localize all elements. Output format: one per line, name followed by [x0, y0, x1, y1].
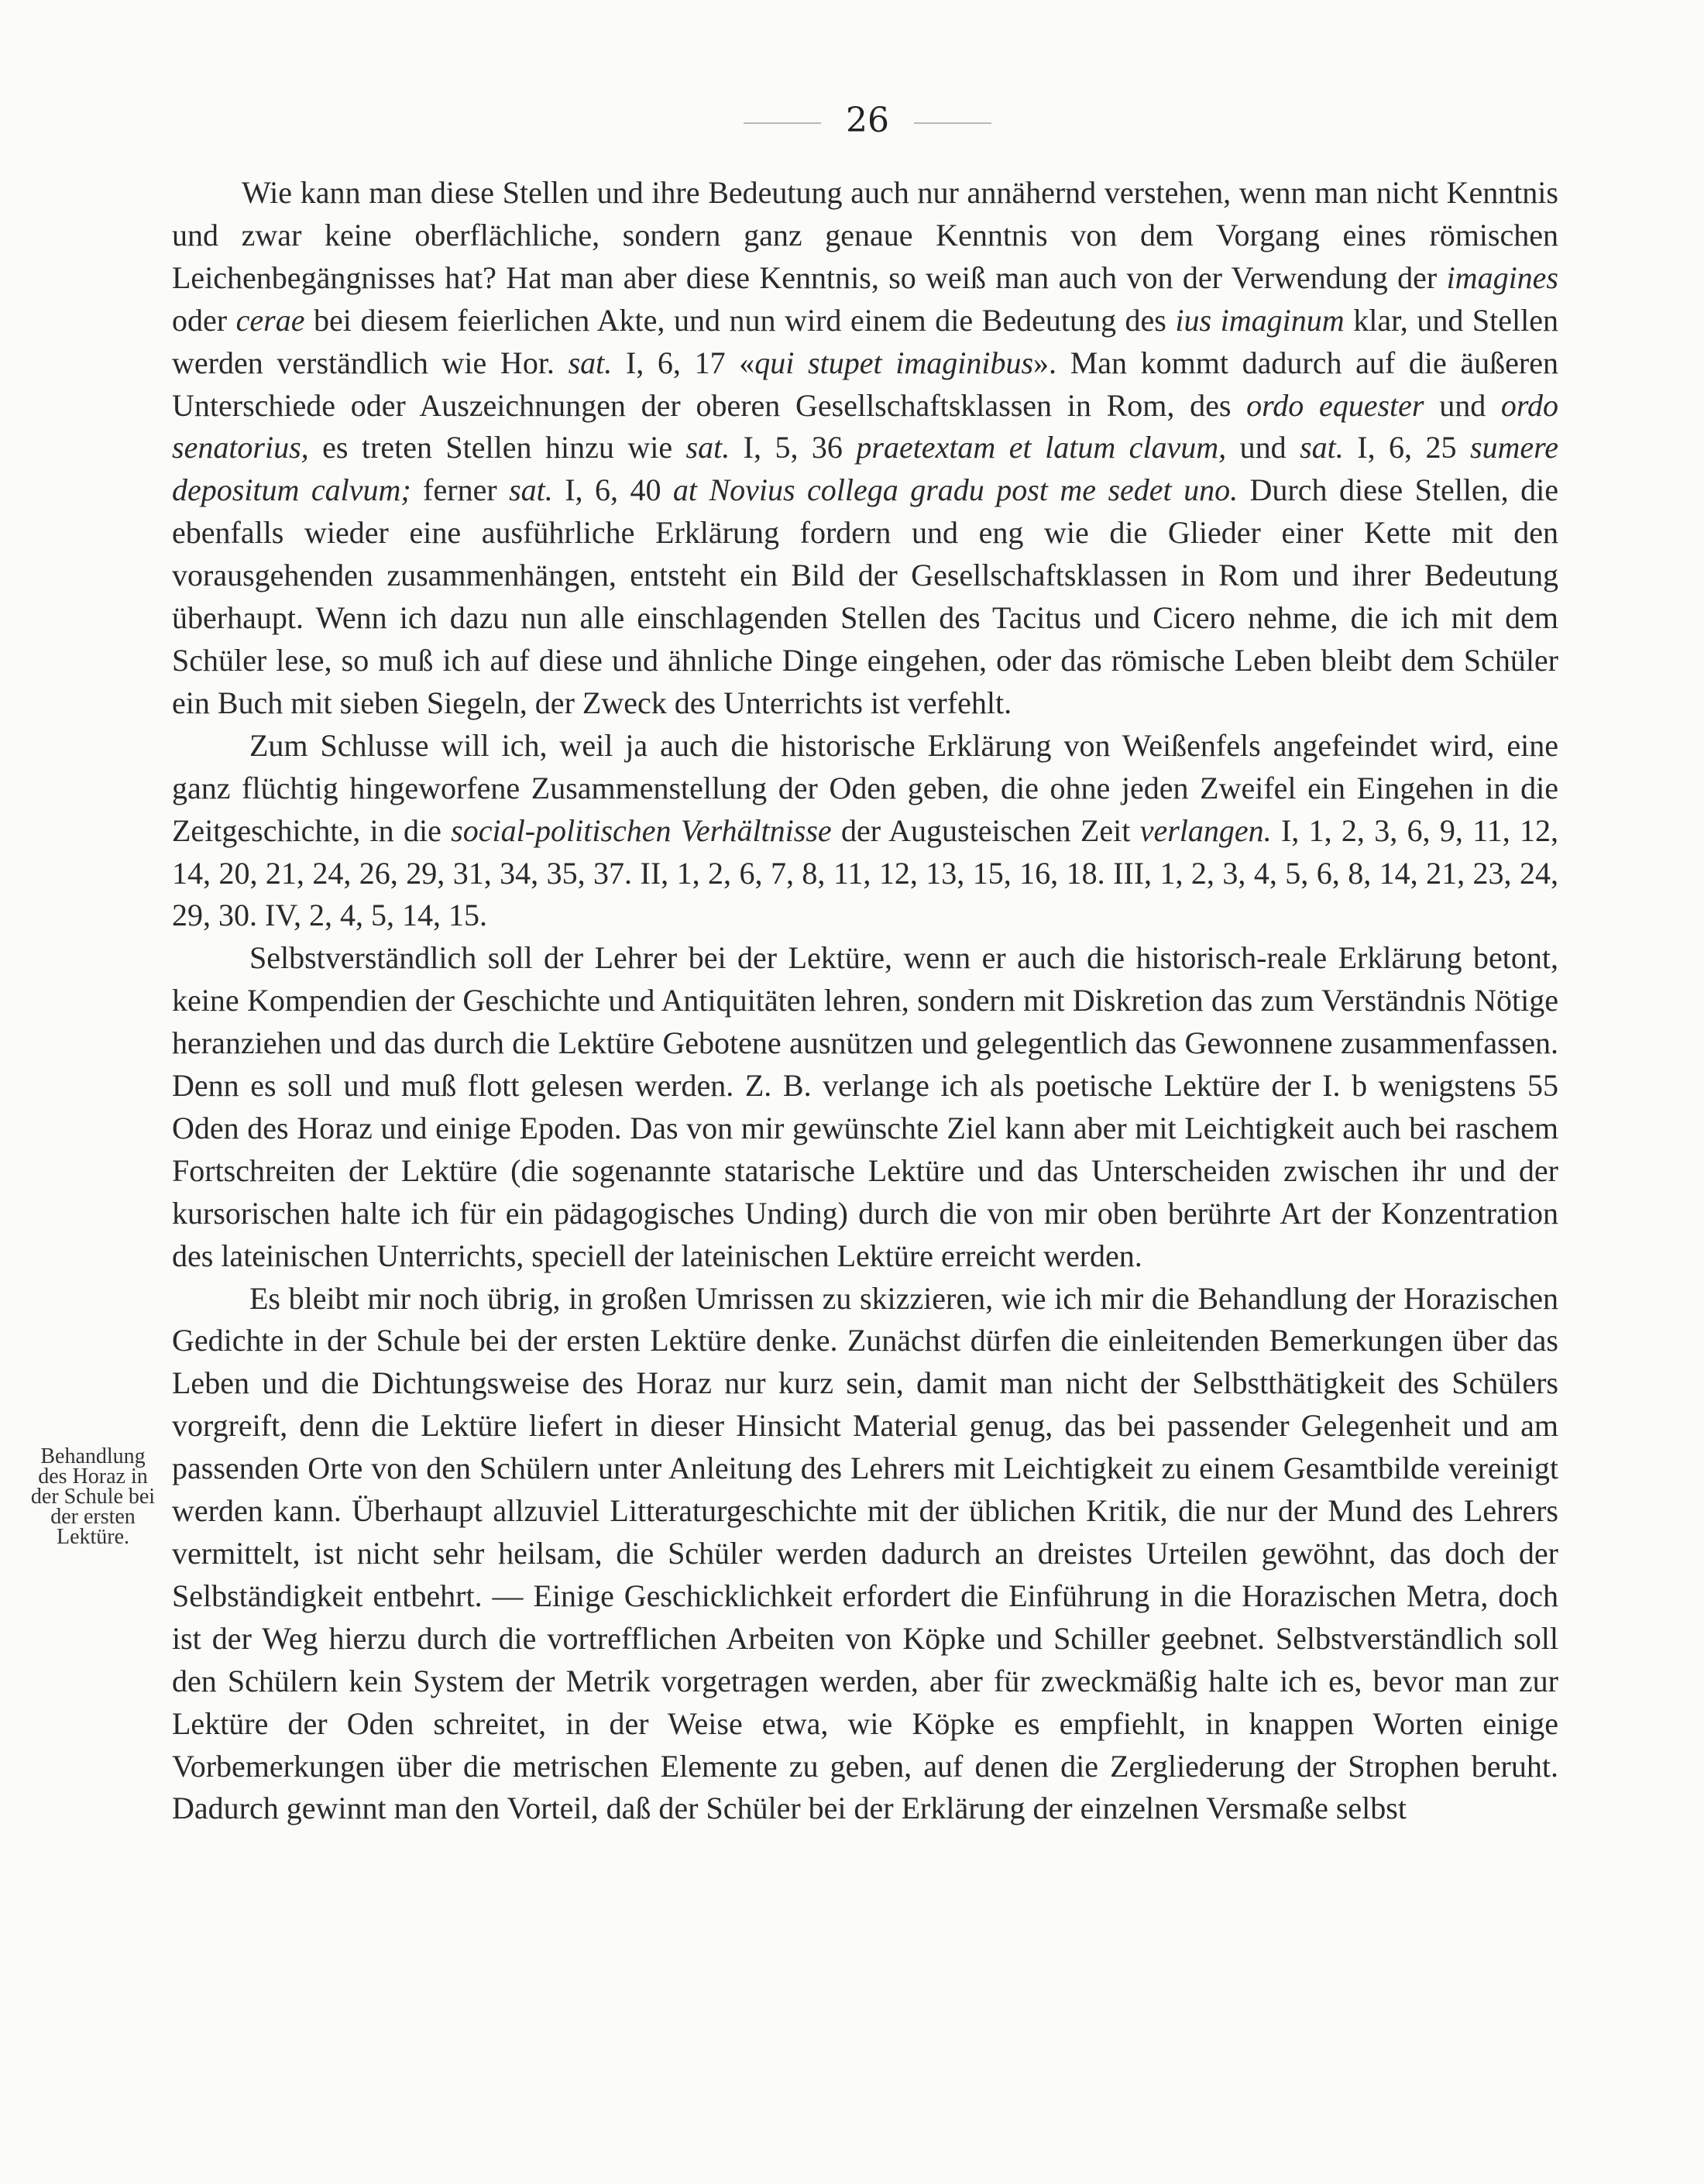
text-run: ». Man kommt dadurch auf die äußeren Unterschiede oder Auszeichnungen der oberen Gesellschaftsklassen in Rom, des: [172, 345, 1558, 423]
text-run: klar, und Stellen werden verständlich wie Hor.: [172, 302, 1559, 380]
italic-run: verlangen.: [1139, 812, 1272, 848]
italic-run: ius imaginum: [1175, 302, 1345, 338]
page-number: 26: [846, 101, 889, 140]
text-run: Wie kann man diese Stellen und ihre Bedeutung auch nur annähernd verstehen, wenn man nicht Kenntnis und zwar keine oberflächliche, sondern ganz genaue Kenntnis von dem Vorgang eines römischen Leichenbegängnisses hat? Hat man aber diese Kenntnis, so weiß man auch von der Verwendung der: [172, 175, 1558, 295]
margin-note-line: des Horaz in: [38, 1465, 148, 1489]
italic-run: cerae: [235, 302, 305, 338]
text-run: Durch diese Stellen, die ebenfalls wieder eine ausführliche Erklärung fordern und eng wie die Glieder einer Kette mit den vorausgehenden zusammenhängen, entsteht ein Bild der Gesellschaftsklassen in Rom und ihrer Bedeutung überhaupt. Wenn ich dazu nun alle einschlagenden Stellen des Tacitus und Cicero nehme, die ich mit dem Schüler lese, so muß ich auf diese und ähnliche Dinge eingehen, oder das römische Leben bleibt dem Schüler ein Buch mit sieben Siegeln, der Zweck des Unterrichts ist verfehlt.: [172, 472, 1559, 720]
text-run: es treten Stellen hinzu wie: [308, 430, 686, 465]
paragraph: [172, 725, 1558, 938]
text-run: Es bleibt mir noch übrig, in großen Umrissen zu skizzieren, wie ich mir die Behandlung der Horazischen Gedichte in der Schule bei der ersten Lektüre denke. Zunächst dürfen die einleitenden Bemerkungen über das Leben und die Dichtungsweise des Horaz nur kurz sein, damit man nicht der Selbstthätigkeit des Schülers vorgreift, denn die Lektüre liefert in dieser Hinsicht Material genug, das bei passender Gelegenheit und am passenden Orte von den Schülern unter Anleitung des Lehrers mit Leichtigkeit zu einem Gesamtbilde vereinigt werden kann. Überhaupt allzuviel Litteraturgeschichte mit der üblichen Kritik, die nur der Mund des Lehrers vermittelt, ist nicht sehr heilsam, die Schüler werden dadurch an dreistes Urteilen gewöhnt, das doch der Selbständigkeit entbehrt. — Einige Geschicklichkeit erfordert die Einführung in die Horazischen Metra, doch ist der Weg hierzu durch die vortrefflichen Arbeiten von Köpke und Schiller geebnet. Selbstverständlich soll den Schülern kein System der Metrik vorgetragen werden, aber für zweckmäßig halte ich es, bevor man zur Lektüre der Oden schreitet, in der Weise etwa, wie Köpke es empfiehlt, in knappen Worten einige Vorbemerkungen über die metrischen Elemente zu geben, auf denen die Zergliederung der Strophen beruht. Dadurch gewinnt man den Vorteil, daß der Schüler bei der Erklärung der einzelnen Versmaße selbst: [172, 1280, 1558, 1826]
margin-note-line: der ersten: [50, 1505, 136, 1529]
italic-run: sat.: [568, 345, 613, 380]
page-header: [0, 99, 1704, 146]
paragraph: [172, 172, 1558, 725]
header-rule-right: [914, 122, 991, 124]
italic-run: sat.: [685, 430, 730, 465]
italic-run: ordo equester: [1246, 387, 1424, 423]
text-run: I, 1, 2, 3, 6, 9, 11, 12, 14, 20, 21, 24, 26, 29, 31, 34, 35, 37. II, 1, 2, 6, 7, 8, 11, 12, 13, 15, 16, 18. III, 1, 2, 3, 4, 5, 6, 8, 14, 21, 23, 24, 29, 30. IV, 2, 4, 5, 14, 15.: [172, 812, 1558, 933]
text-run: oder: [172, 302, 236, 338]
margin-note-line: Behandlung: [40, 1444, 146, 1468]
italic-run: at Novius collega gradu post me sedet uno.: [672, 472, 1238, 508]
body-text: [172, 172, 1558, 1830]
margin-note: [17, 1444, 169, 1549]
italic-run: sumere depositum calvum;: [172, 430, 1558, 508]
italic-run: praetextam et latum clavum,: [856, 430, 1227, 465]
text-run: und: [1424, 387, 1501, 423]
header-rule-left: [744, 122, 821, 124]
italic-run: sat.: [1300, 430, 1344, 465]
margin-note-line: der Schule bei: [30, 1485, 156, 1509]
text-run: I, 6, 25: [1343, 430, 1470, 465]
text-run: Zum Schlusse will ich, weil ja auch die historische Erklärung von Weißenfels angefeindet wird, eine ganz flüchtig hingeworfene Zusammenstellung der Oden geben, die ohne jeden Zweifel ein Eingehen in die Zeitgeschichte, in die: [172, 727, 1558, 848]
italic-run: social-politischen Verhältnisse: [451, 812, 832, 848]
italic-run: sat.: [509, 472, 553, 508]
paragraph: [172, 937, 1558, 1277]
paragraph: [172, 1278, 1558, 1831]
italic-run: qui stupet imaginibus: [754, 345, 1034, 380]
text-run: ferner: [411, 472, 510, 508]
italic-run: imagines: [1446, 259, 1558, 295]
text-run: I, 6, 40: [552, 472, 673, 508]
text-run: bei diesem feierlichen Akte, und nun wird einem die Bedeutung des: [304, 302, 1176, 338]
italic-run: ordo senatorius,: [172, 387, 1559, 465]
margin-note-line: Lektüre.: [56, 1525, 130, 1549]
text-run: Selbstverständlich soll der Lehrer bei der Lektüre, wenn er auch die historisch-reale Erklärung betont, keine Kompendien der Geschichte und Antiquitäten lehren, sondern mit Diskretion das zum Verständnis Nötige heranziehen und das durch die Lektüre Gebotene ausnützen und gelegentlich das Gewonnene zusammenfassen. Denn es soll und muß flott gelesen werden. Z. B. verlange ich als poetische Lektüre der I. b wenigstens 55 Oden des Horaz und einige Epoden. Das von mir gewünschte Ziel kann aber mit Leichtigkeit auch bei raschem Fortschreiten der Lektüre (die sogenannte statarische Lektüre und das Unterscheiden zwischen ihr und der kursorischen halte ich für ein pädagogisches Unding) durch die von mir oben berührte Art der Konzentration des lateinischen Unterrichts, speciell der lateinischen Lektüre erreicht werden.: [172, 940, 1558, 1273]
text-run: der Augusteischen Zeit: [831, 812, 1140, 848]
text-run: und: [1226, 430, 1300, 465]
text-run: I, 5, 36: [730, 430, 857, 465]
text-run: I, 6, 17 «: [612, 345, 755, 380]
